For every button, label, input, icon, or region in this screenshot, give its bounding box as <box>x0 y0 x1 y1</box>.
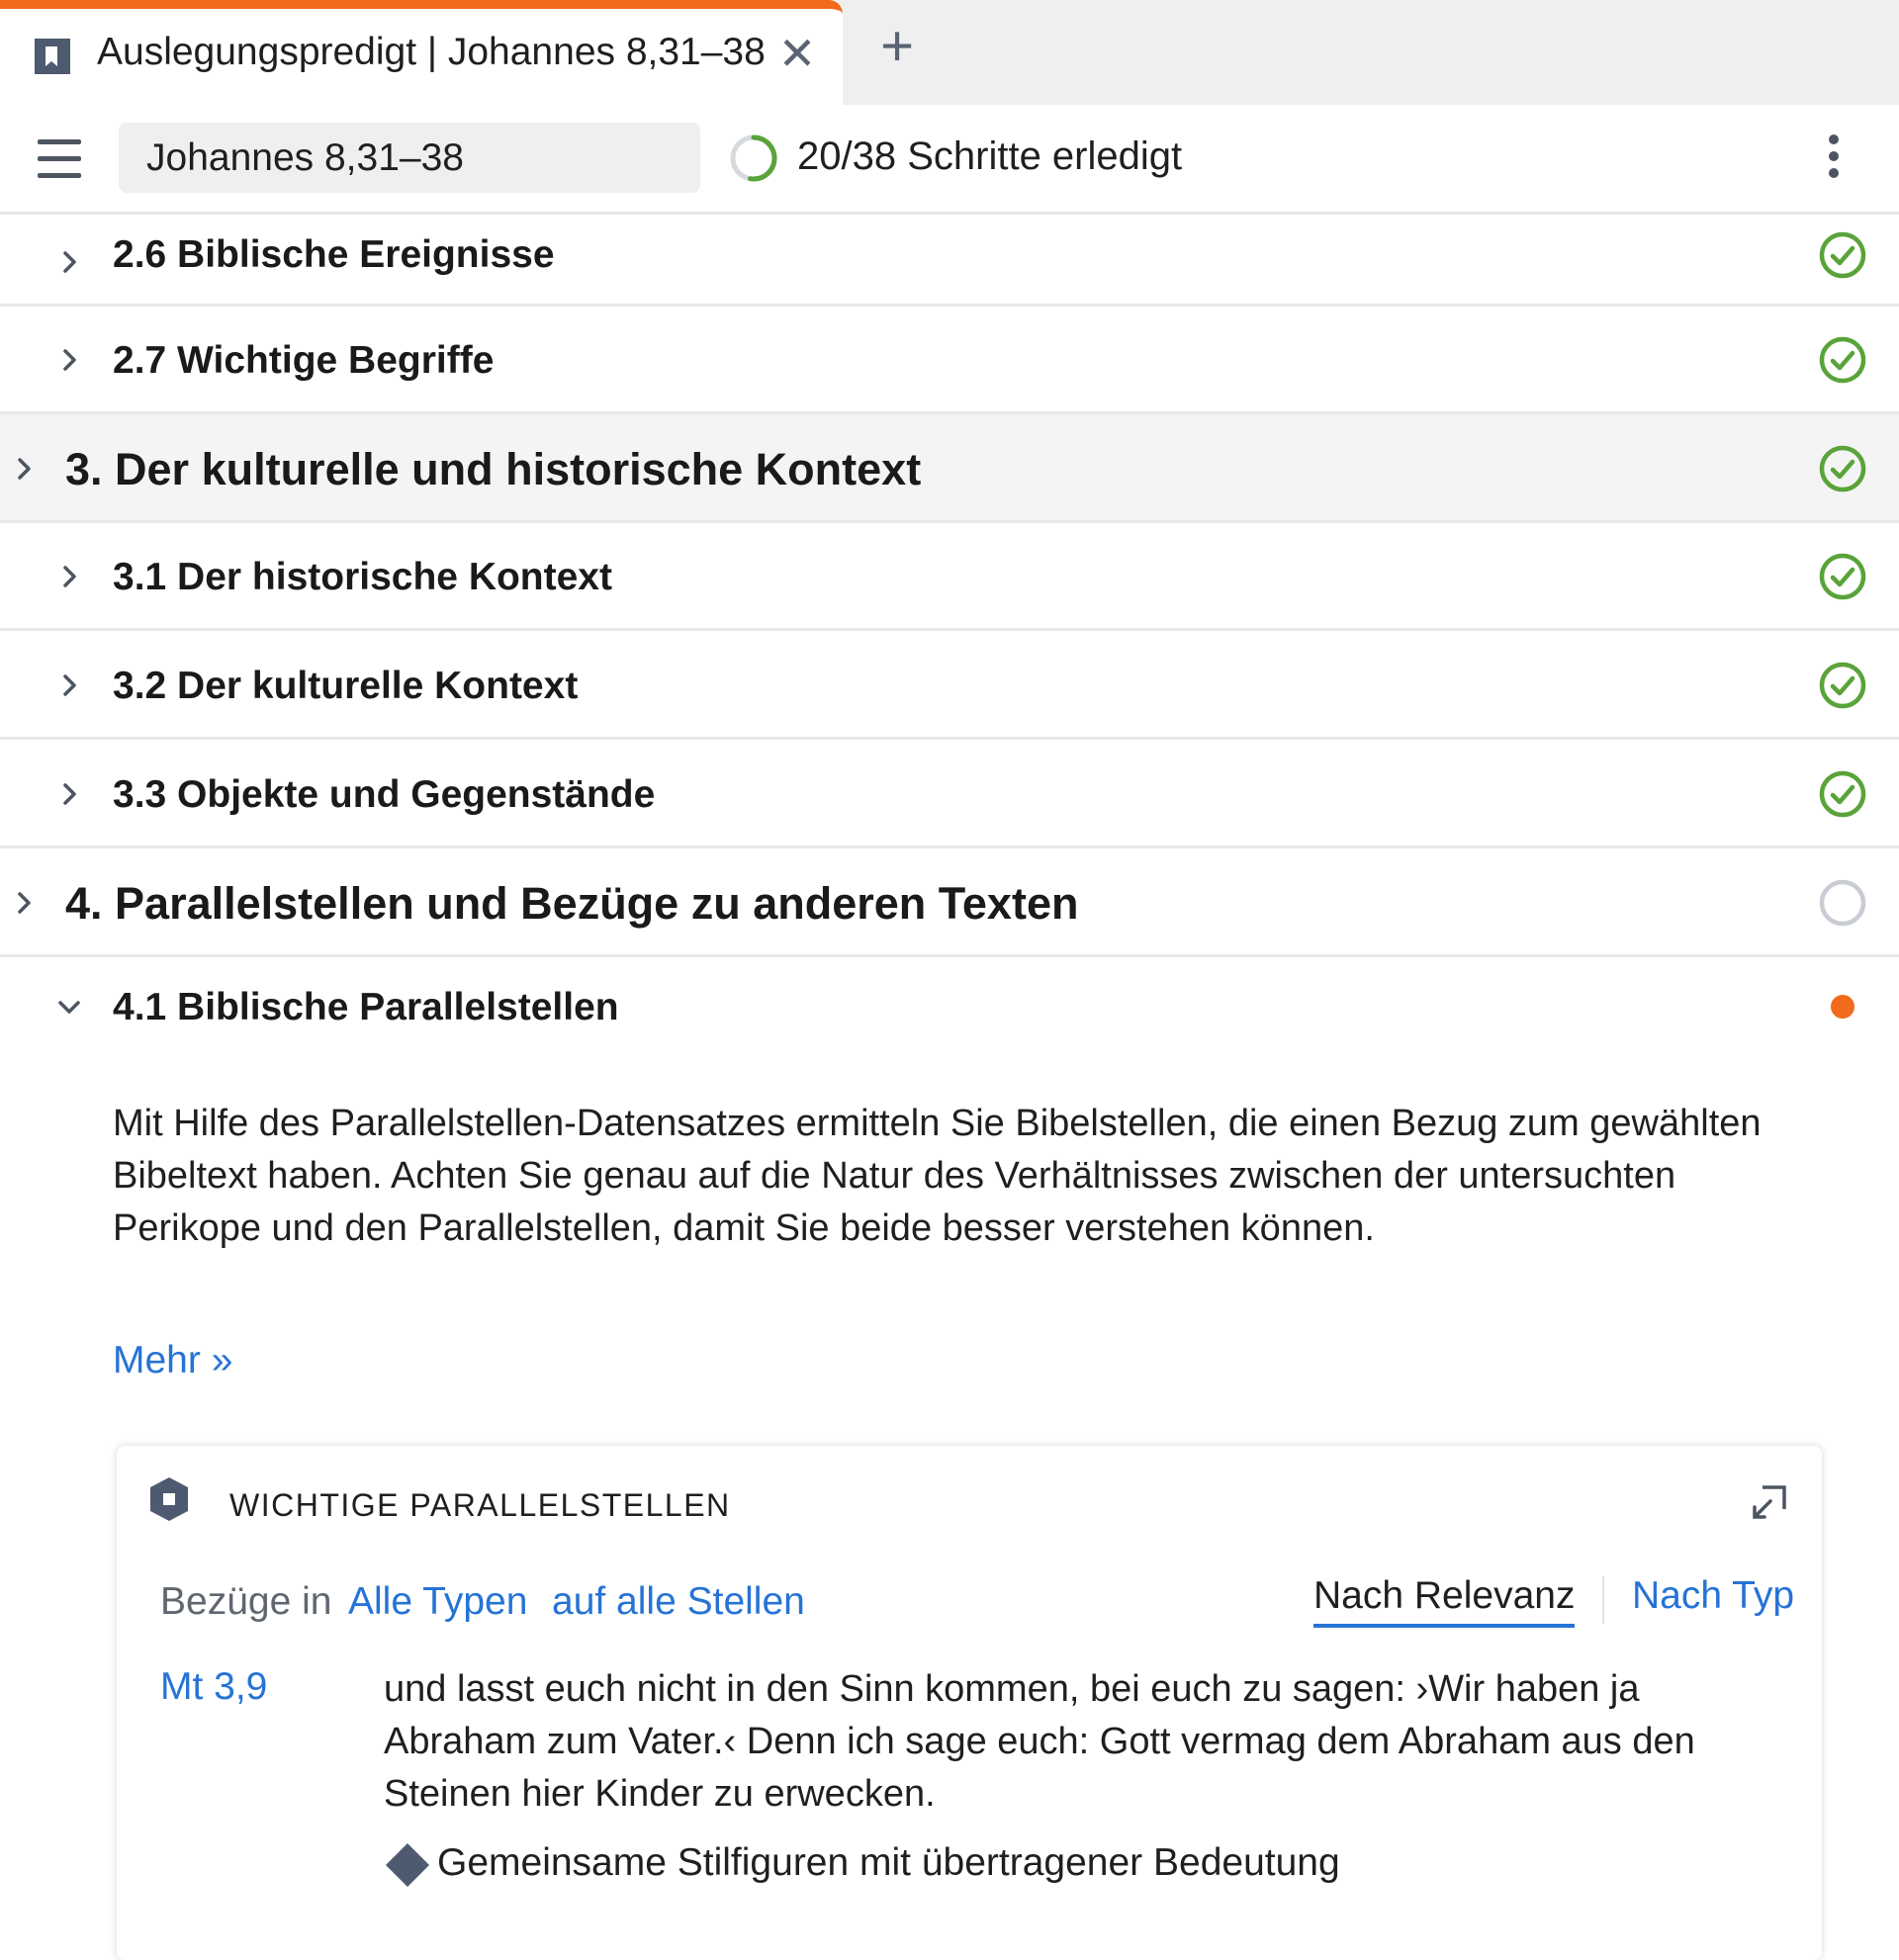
progress-status: 20/38 Schritte erledigt <box>797 134 1183 178</box>
current-step-dot-icon <box>1818 982 1867 1031</box>
scope-filter-dropdown[interactable]: auf alle Stellen <box>552 1580 805 1623</box>
row-label: 3.3 Objekte und Gegenstände <box>113 773 656 816</box>
tab-active[interactable] <box>0 0 843 105</box>
add-tab-icon[interactable]: + <box>880 14 914 78</box>
check-circle-icon <box>1818 335 1867 385</box>
more-link[interactable]: Mehr » <box>113 1339 233 1381</box>
outline-section-row[interactable] <box>0 848 1899 957</box>
relation-tag: Gemeinsame Stilfiguren mit übertragener Bedeutung <box>437 1841 1340 1884</box>
type-filter-dropdown[interactable]: Alle Typen <box>348 1580 528 1623</box>
row-label: 3. Der kulturelle und historische Kontext <box>65 444 922 494</box>
parallel-passages-card <box>117 1446 1822 1960</box>
more-options-icon[interactable] <box>1816 134 1852 184</box>
check-circle-icon <box>1818 552 1867 601</box>
row-label: 3.1 Der historische Kontext <box>113 556 612 598</box>
close-tab-icon[interactable]: ✕ <box>777 28 817 79</box>
card-title: WICHTIGE PARALLELSTELLEN <box>229 1487 731 1523</box>
tab-strip <box>0 0 1899 105</box>
outline-row[interactable] <box>0 740 1899 848</box>
row-label: 3.2 Der kulturelle Kontext <box>113 665 579 707</box>
outline-row[interactable] <box>0 631 1899 740</box>
check-circle-icon <box>1818 769 1867 819</box>
tab-title: Auslegungspredigt | Johannes 8,31–38 <box>97 31 766 73</box>
references-label: Bezüge in <box>160 1580 332 1623</box>
row-label: 4. Parallelstellen und Bezüge zu anderen Texten <box>65 878 1079 929</box>
chevron-right-icon[interactable] <box>55 248 83 276</box>
chevron-down-icon[interactable] <box>55 993 83 1021</box>
chevron-right-icon[interactable] <box>10 455 38 483</box>
sort-by-type-tab[interactable]: Nach Typ <box>1632 1574 1795 1617</box>
section-description: Mit Hilfe des Parallelstellen-Datensatzes ermitteln Sie Bibelstellen, die einen Bezug zum gewählten Bibeltext haben. Achten Sie genau auf die Natur des Verhältnisses zwischen der untersuchten Perikope und den Parallelstellen, damit Sie beide besser verstehen können. <box>113 1103 1762 1249</box>
outline-row-expanded[interactable] <box>0 957 1899 1056</box>
outline-row[interactable] <box>0 523 1899 631</box>
chevron-right-icon[interactable] <box>55 780 83 808</box>
expand-panel-icon[interactable] <box>1749 1481 1790 1523</box>
empty-circle-icon <box>1818 878 1867 928</box>
document-icon <box>32 36 73 77</box>
check-circle-icon <box>1818 444 1867 493</box>
hamburger-menu-icon[interactable] <box>38 139 81 179</box>
row-label: 2.6 Biblische Ereignisse <box>113 233 555 276</box>
outline-section-row[interactable] <box>0 414 1899 523</box>
row-label: 4.1 Biblische Parallelstellen <box>113 986 619 1028</box>
hexagon-dataset-icon <box>148 1475 190 1523</box>
outline-row[interactable] <box>0 215 1899 307</box>
check-circle-icon <box>1818 661 1867 710</box>
sort-by-relevance-tab[interactable]: Nach Relevanz <box>1313 1574 1575 1628</box>
chevron-right-icon[interactable] <box>55 346 83 374</box>
progress-ring-icon <box>728 133 779 184</box>
toolbar <box>0 105 1899 215</box>
check-circle-icon <box>1818 230 1867 280</box>
reference-link[interactable]: Mt 3,9 <box>160 1665 268 1708</box>
diamond-tag-icon <box>384 1841 431 1889</box>
chevron-right-icon[interactable] <box>55 563 83 590</box>
chevron-right-icon[interactable] <box>10 889 38 917</box>
row-label: 2.7 Wichtige Begriffe <box>113 339 495 382</box>
reference-text: und lasst euch nicht in den Sinn kommen, bei euch zu sagen: ›Wir haben ja Abraham zum Vater.‹ Denn ich sage euch: Gott vermag dem Abraham aus den Steinen hier Kinder zu erwecken. <box>384 1668 1695 1815</box>
sort-divider <box>1602 1576 1604 1624</box>
passage-input[interactable] <box>119 123 700 193</box>
chevron-right-icon[interactable] <box>55 671 83 699</box>
outline-row[interactable] <box>0 307 1899 414</box>
